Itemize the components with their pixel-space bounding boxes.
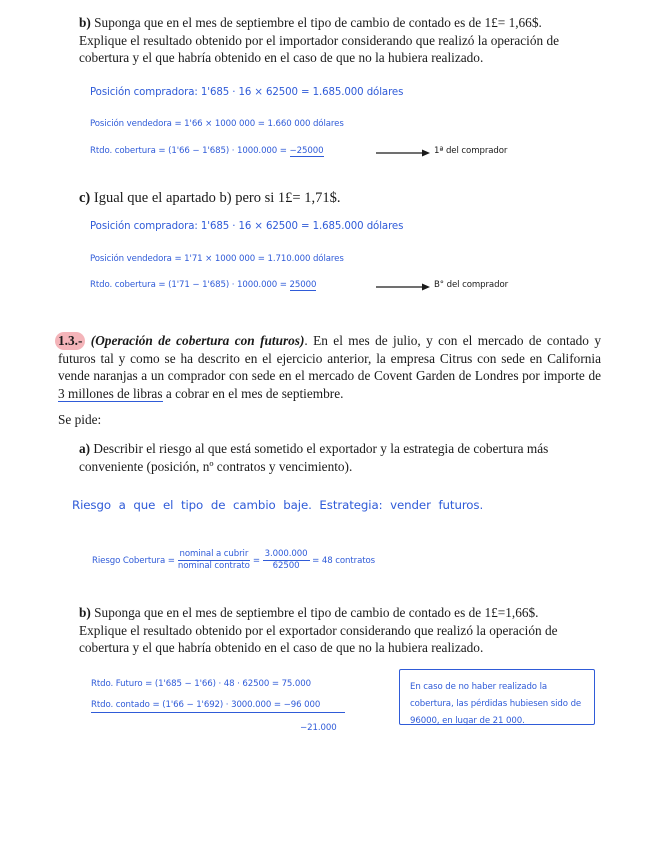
arrow-icon <box>376 281 430 293</box>
question-label: c) <box>79 190 91 206</box>
question-text: Describir el riesgo al que está sometido el exportador y la estrategia de cobertura más conveniente (posición, nº contratos y vencimiento). <box>79 441 549 474</box>
handwritten-long-position: Posición compradora: 1'685 · 16 × 62500 = 1.685.000 dólares <box>90 221 404 232</box>
handwritten-hedge-result <box>90 280 316 290</box>
question-b-importer <box>79 14 579 67</box>
question-text: Igual que el apartado b) pero si 1£= 1,71$. <box>90 190 341 206</box>
question-a <box>79 440 574 475</box>
hedge-result-value: −25000 <box>289 146 324 156</box>
handwritten-short-position: Posición vendedora = 1'71 × 1000 000 = 1.710.000 dólares <box>90 254 344 264</box>
question-text: Suponga que en el mes de septiembre el tipo de cambio de contado es de 1£=1,66$. Explique el resultado obtenido por el exportador considerando que realizó la operación de cobertura y el que habría obtenido en el caso de que no la hubiera realizado. <box>79 605 558 655</box>
arrow-icon <box>376 147 430 159</box>
hedge-loss-note: 1ª del comprador <box>434 146 508 156</box>
exercise-number: 1.3.- <box>55 332 85 350</box>
contract-result: = 48 contratos <box>312 556 376 566</box>
handwritten-short-position: Posición vendedora = 1'66 × 1000 000 = 1.660 000 dólares <box>90 119 344 129</box>
ratio-label: Riesgo Cobertura = <box>92 556 175 566</box>
value-fraction: $\frac{3.000.000}{62500}$ <box>264 549 308 571</box>
handwritten-risk-strategy: Riesgo a que el tipo de cambio baje. Estrategia: vender futuros. <box>72 498 484 512</box>
handwritten-contract-count: Riesgo Cobertura = $\frac{\text{nominal a cubrir}}{\text{nominal contrato}}$ = $\frac{3.000.000}{62500}$ = 48 contratos <box>92 549 376 571</box>
hedge-gain-note: B° del comprador <box>434 280 509 290</box>
question-label: a) <box>79 441 91 456</box>
handwritten-spot-result: Rtdo. contado = (1'66 − 1'692) · 3000.000 = −96 000 <box>91 700 345 713</box>
ratio-fraction: $\frac{\text{nominal a cubrir}}{\text{nominal contrato}}$ <box>177 549 250 571</box>
handwritten-net-result: −21.000 <box>300 723 337 733</box>
se-pide-label: Se pide: <box>58 412 102 427</box>
handwritten-hedge-result <box>90 146 324 156</box>
exercise-statement <box>58 332 601 402</box>
question-c <box>79 190 579 208</box>
exercise-text: . En el mes de julio, y con el mercado de contado y futuros tal y como se ha descrito en el ejercicio anterior, la empresa Citrus con sede en California vende naranjas a un comprador con sede en el mercado de Covent Garden de Londres por importe de <box>58 333 601 383</box>
exercise-title: (Operación de cobertura con futuros) <box>85 333 305 348</box>
hedge-result-value: 25000 <box>289 280 317 290</box>
question-label: b) <box>79 15 91 30</box>
question-text: Suponga que en el mes de septiembre el tipo de cambio de contado es de 1£= 1,66$. Explique el resultado obtenido por el importador considerando que realizó la operación de cobertura y el que habría obtenido en el caso de que no la hubiera realizado. <box>79 15 559 65</box>
exercise-amount: 3 millones de libras <box>58 385 163 401</box>
exercise-text-end: a cobrar en el mes de septiembre. <box>162 385 344 401</box>
handwritten-futures-result: Rtdo. Futuro = (1'685 − 1'66) · 48 · 62500 = 75.000 <box>91 679 312 689</box>
question-label: b) <box>79 605 91 620</box>
question-b-exporter <box>79 604 574 657</box>
hedge-result-label: Rtdo. cobertura = (1'71 − 1'685) · 1000.000 = <box>90 280 287 290</box>
handwritten-long-position: Posición compradora: 1'685 · 16 × 62500 = 1.685.000 dólares <box>90 87 404 98</box>
handwritten-note-box: En caso de no haber realizado la cobertura, las pérdidas hubiesen sido de 96000, en lugar de 21 000. <box>399 669 595 725</box>
hedge-result-label: Rtdo. cobertura = (1'66 − 1'685) · 1000.000 = <box>90 146 287 156</box>
